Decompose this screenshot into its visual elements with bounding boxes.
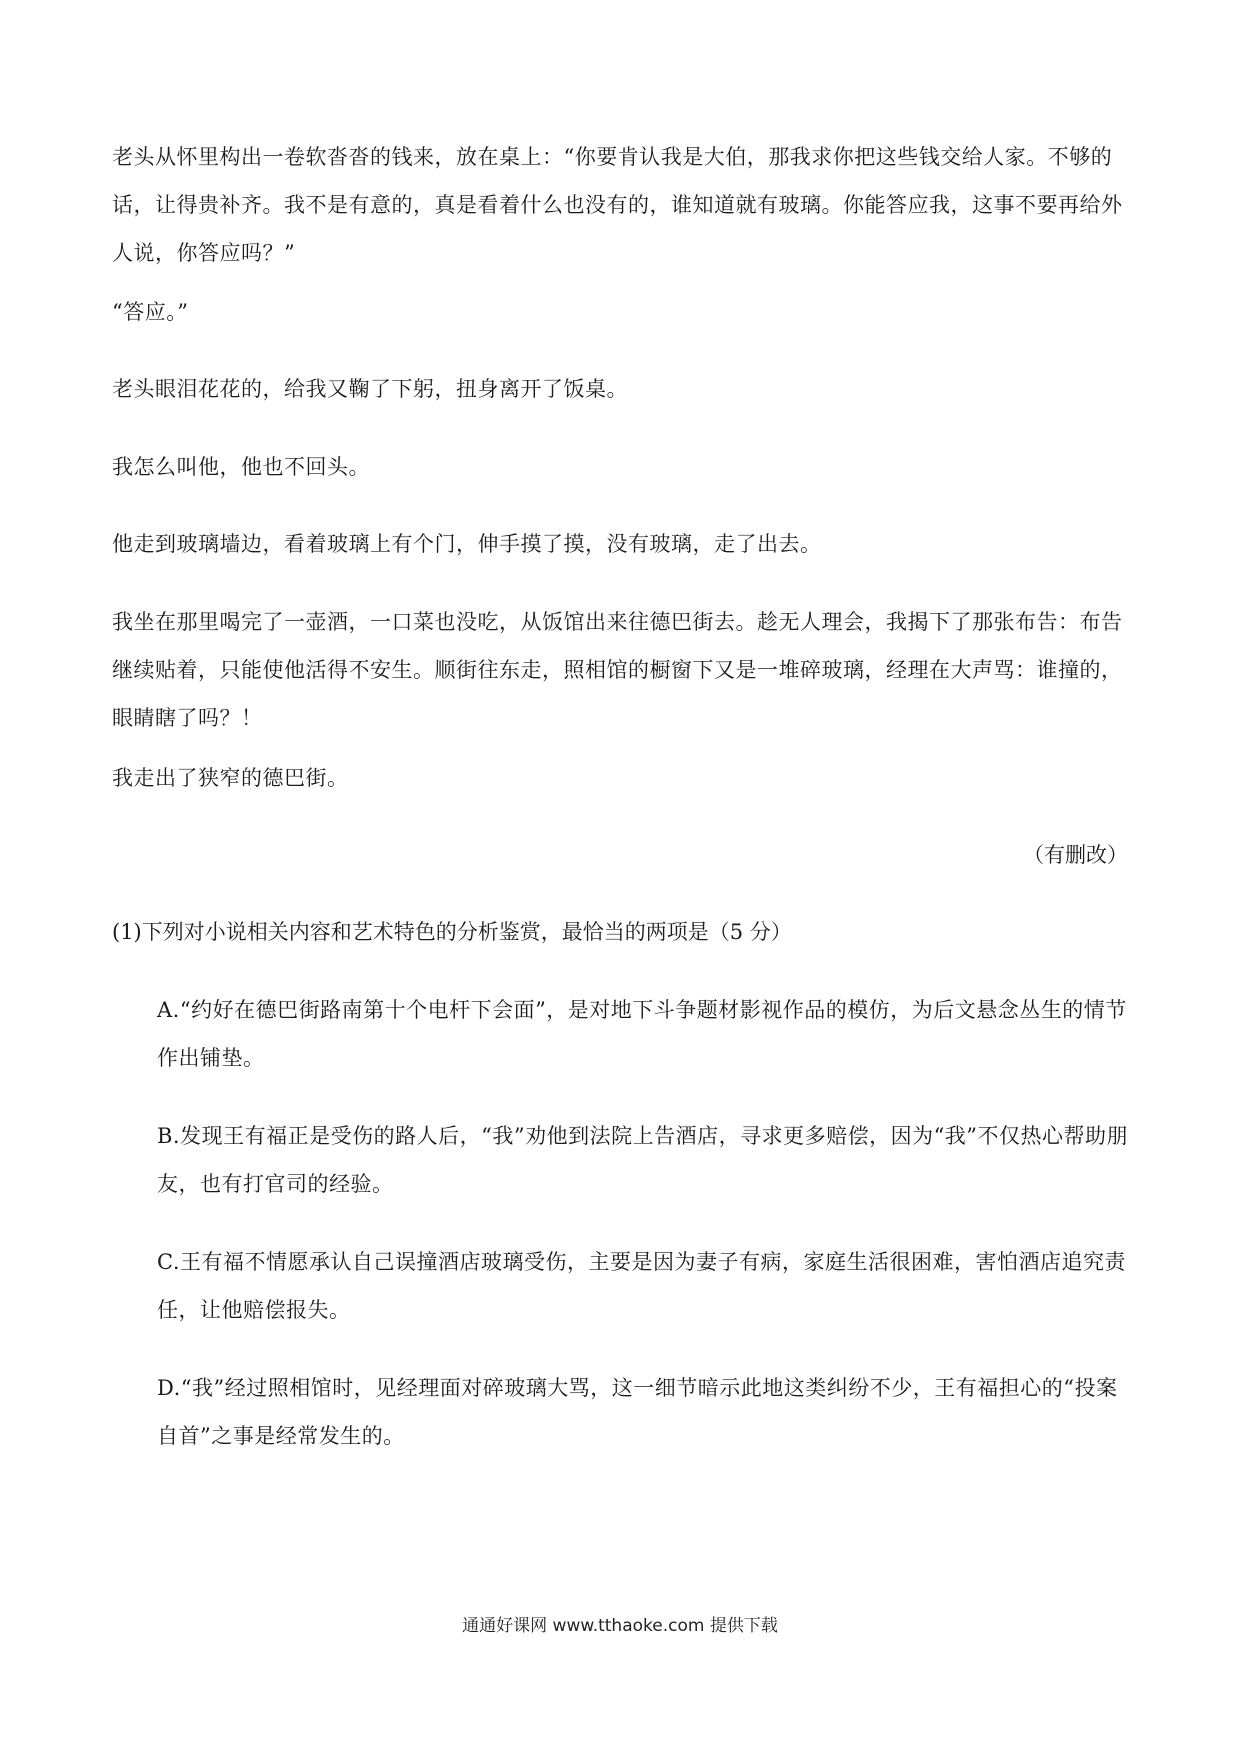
- passage-paragraph-5: 他走到玻璃墙边，看着玻璃上有个门，伸手摸了摸，没有玻璃，走了出去。: [112, 532, 822, 556]
- passage-paragraph-1: 老头从怀里构出一卷软沓沓的钱来，放在桌上：“你要肯认我是大伯，那我求你把这些钱交给人家。不够的话，让得贵补齐。我不是有意的，真是看着什么也没有的，谁知道就有玻璃。你能答应我，这事不要再给外人说，你答应吗？”: [112, 145, 1123, 265]
- passage-paragraph-7: 我走出了狭窄的德巴街。: [112, 766, 349, 790]
- option-b: B.发现王有福正是受伤的路人后，“我”劝他到法院上告酒店，寻求更多赔偿，因为“我”不仅热心帮助朋友，也有打官司的经验。: [157, 1124, 1129, 1196]
- source-note: （有删改）: [1023, 843, 1128, 867]
- passage-paragraph-2: “答应。”: [112, 300, 189, 324]
- option-d: D.“我”经过照相馆时，见经理面对碎玻璃大骂，这一细节暗示此地这类纠纷不少，王有福担心的“投案自首”之事是经常发生的。: [157, 1376, 1118, 1448]
- option-c: C.王有福不情愿承认自己误撞酒店玻璃受伤，主要是因为妻子有病，家庭生活很困难，害怕酒店追究责任，让他赔偿报失。: [157, 1250, 1126, 1322]
- passage-paragraph-4: 我怎么叫他，他也不回头。: [112, 455, 370, 479]
- passage-paragraph-6: 我坐在那里喝完了一壶酒，一口菜也没吃，从饭馆出来往德巴街去。趁无人理会，我揭下了那张布告：布告继续贴着，只能使他活得不安生。顺街往东走，照相馆的橱窗下又是一堆碎玻璃，经理在大声骂：谁撞的，眼睛瞎了吗？！: [112, 610, 1123, 730]
- passage-paragraph-3: 老头眼泪花花的，给我又鞠了下躬，扭身离开了饭桌。: [112, 377, 628, 401]
- question-stem: (1)下列对小说相关内容和艺术特色的分析鉴赏，最恰当的两项是（5 分）: [112, 920, 792, 944]
- footer-credit: 通通好课网 www.tthaoke.com 提供下载: [462, 1616, 778, 1636]
- option-a: A.“约好在德巴街路南第十个电杆下会面”，是对地下斗争题材影视作品的模仿，为后文悬念丛生的情节作出铺垫。: [157, 998, 1127, 1070]
